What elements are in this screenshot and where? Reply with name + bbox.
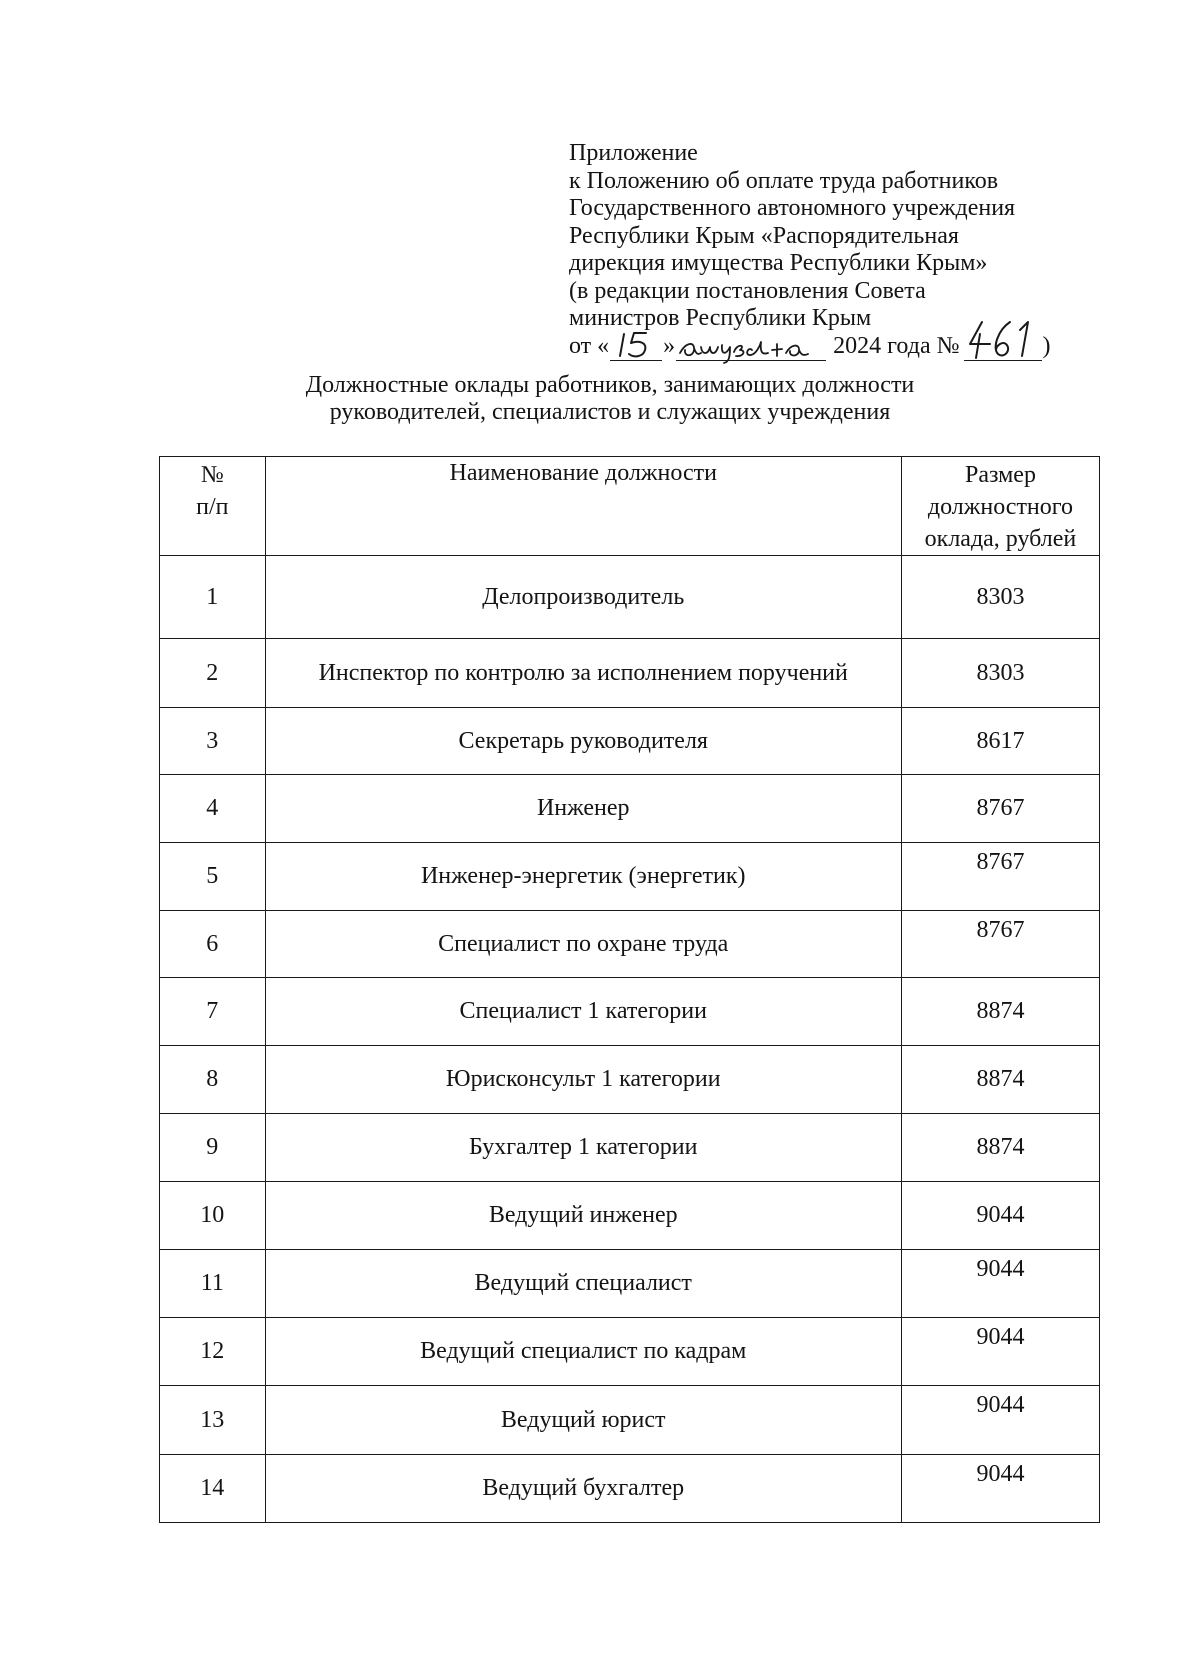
salary-table	[159, 456, 1100, 1523]
row-salary: 8303	[901, 639, 1099, 708]
row-number: 13	[160, 1386, 266, 1455]
row-number: 3	[160, 708, 266, 775]
title-line-1: Должностные оклады работников, занимающих должности	[305, 372, 915, 398]
row-salary: 9044	[901, 1455, 1099, 1523]
title-line-2: руководителей, специалистов и служащих учреждения	[329, 399, 891, 425]
appendix-line: Республики Крым «Распорядительная	[569, 222, 959, 249]
row-number: 2	[160, 639, 266, 708]
row-salary: 8874	[901, 978, 1099, 1046]
appendix-header	[569, 140, 1129, 361]
row-position: Инженер-энергетик (энергетик)	[265, 843, 901, 911]
date-year-text: 2024 года №	[833, 333, 960, 359]
row-position: Бухгалтер 1 категории	[265, 1114, 901, 1182]
handwritten-doc-number	[964, 336, 1042, 361]
row-salary: 8617	[901, 708, 1099, 775]
row-number: 8	[160, 1046, 266, 1114]
table-row	[160, 1046, 1100, 1114]
row-position: Секретарь руководителя	[265, 708, 901, 775]
row-position: Ведущий бухгалтер	[265, 1455, 901, 1523]
row-salary: 9044	[901, 1250, 1099, 1318]
row-position: Специалист 1 категории	[265, 978, 901, 1046]
date-suffix: )	[1042, 333, 1051, 359]
table-row	[160, 1318, 1100, 1386]
appendix-line: к Положению об оплате труда работников	[569, 167, 999, 194]
row-salary: 8767	[901, 911, 1099, 978]
row-number: 12	[160, 1318, 266, 1386]
row-position: Ведущий специалист по кадрам	[265, 1318, 901, 1386]
header-position	[265, 457, 901, 556]
table-row	[160, 775, 1100, 843]
date-mid: »	[663, 333, 676, 359]
header-number	[160, 457, 266, 556]
table-header-row	[160, 457, 1100, 556]
table-row	[160, 1455, 1100, 1523]
table-row	[160, 1114, 1100, 1182]
row-position: Инспектор по контролю за исполнением поручений	[265, 639, 901, 708]
row-salary: 9044	[901, 1318, 1099, 1386]
row-salary: 8303	[901, 556, 1099, 639]
table-row	[160, 556, 1100, 639]
row-position: Ведущий юрист	[265, 1386, 901, 1455]
row-salary: 8874	[901, 1046, 1099, 1114]
table-row	[160, 1182, 1100, 1250]
row-number: 6	[160, 911, 266, 978]
row-salary: 8874	[901, 1114, 1099, 1182]
table-row	[160, 843, 1100, 911]
table-row	[160, 639, 1100, 708]
row-position: Юрисконсульт 1 категории	[265, 1046, 901, 1114]
document-title	[260, 372, 960, 426]
header-salary-line-1: Размер	[964, 462, 1036, 488]
header-salary-line-3: оклада, рублей	[924, 526, 1077, 552]
resolution-date-line	[569, 333, 1129, 361]
date-prefix: от «	[569, 333, 610, 359]
appendix-line: (в редакции постановления Совета	[569, 277, 926, 304]
header-salary-line-2: должностного	[927, 494, 1074, 520]
table-row	[160, 978, 1100, 1046]
handwritten-month	[676, 336, 826, 361]
table-row	[160, 1250, 1100, 1318]
appendix-line: дирекция имущества Республики Крым»	[569, 250, 988, 276]
row-position: Делопроизводитель	[265, 556, 901, 639]
row-position: Ведущий специалист	[265, 1250, 901, 1318]
row-salary: 9044	[901, 1182, 1099, 1250]
row-position: Инженер	[265, 775, 901, 843]
header-salary	[901, 457, 1099, 556]
row-number: 7	[160, 978, 266, 1046]
row-number: 14	[160, 1455, 266, 1523]
row-number: 4	[160, 775, 266, 843]
row-number: 10	[160, 1182, 266, 1250]
row-number: 1	[160, 556, 266, 639]
appendix-line: министров Республики Крым	[569, 305, 872, 331]
row-position: Специалист по охране труда	[265, 911, 901, 978]
row-number: 9	[160, 1114, 266, 1182]
appendix-line: Приложение	[569, 140, 698, 166]
row-salary: 9044	[901, 1386, 1099, 1455]
table-row	[160, 911, 1100, 978]
appendix-line: Государственного автономного учреждения	[569, 195, 1016, 221]
table-row	[160, 1386, 1100, 1455]
row-number: 5	[160, 843, 266, 911]
header-position-label: Наименование должности	[449, 460, 717, 486]
header-number-line-2: п/п	[196, 494, 229, 520]
row-salary: 8767	[901, 775, 1099, 843]
row-salary: 8767	[901, 843, 1099, 911]
header-number-line-1: №	[200, 462, 224, 488]
row-number: 11	[160, 1250, 266, 1318]
table-row	[160, 708, 1100, 775]
row-position: Ведущий инженер	[265, 1182, 901, 1250]
handwritten-day	[610, 336, 662, 361]
